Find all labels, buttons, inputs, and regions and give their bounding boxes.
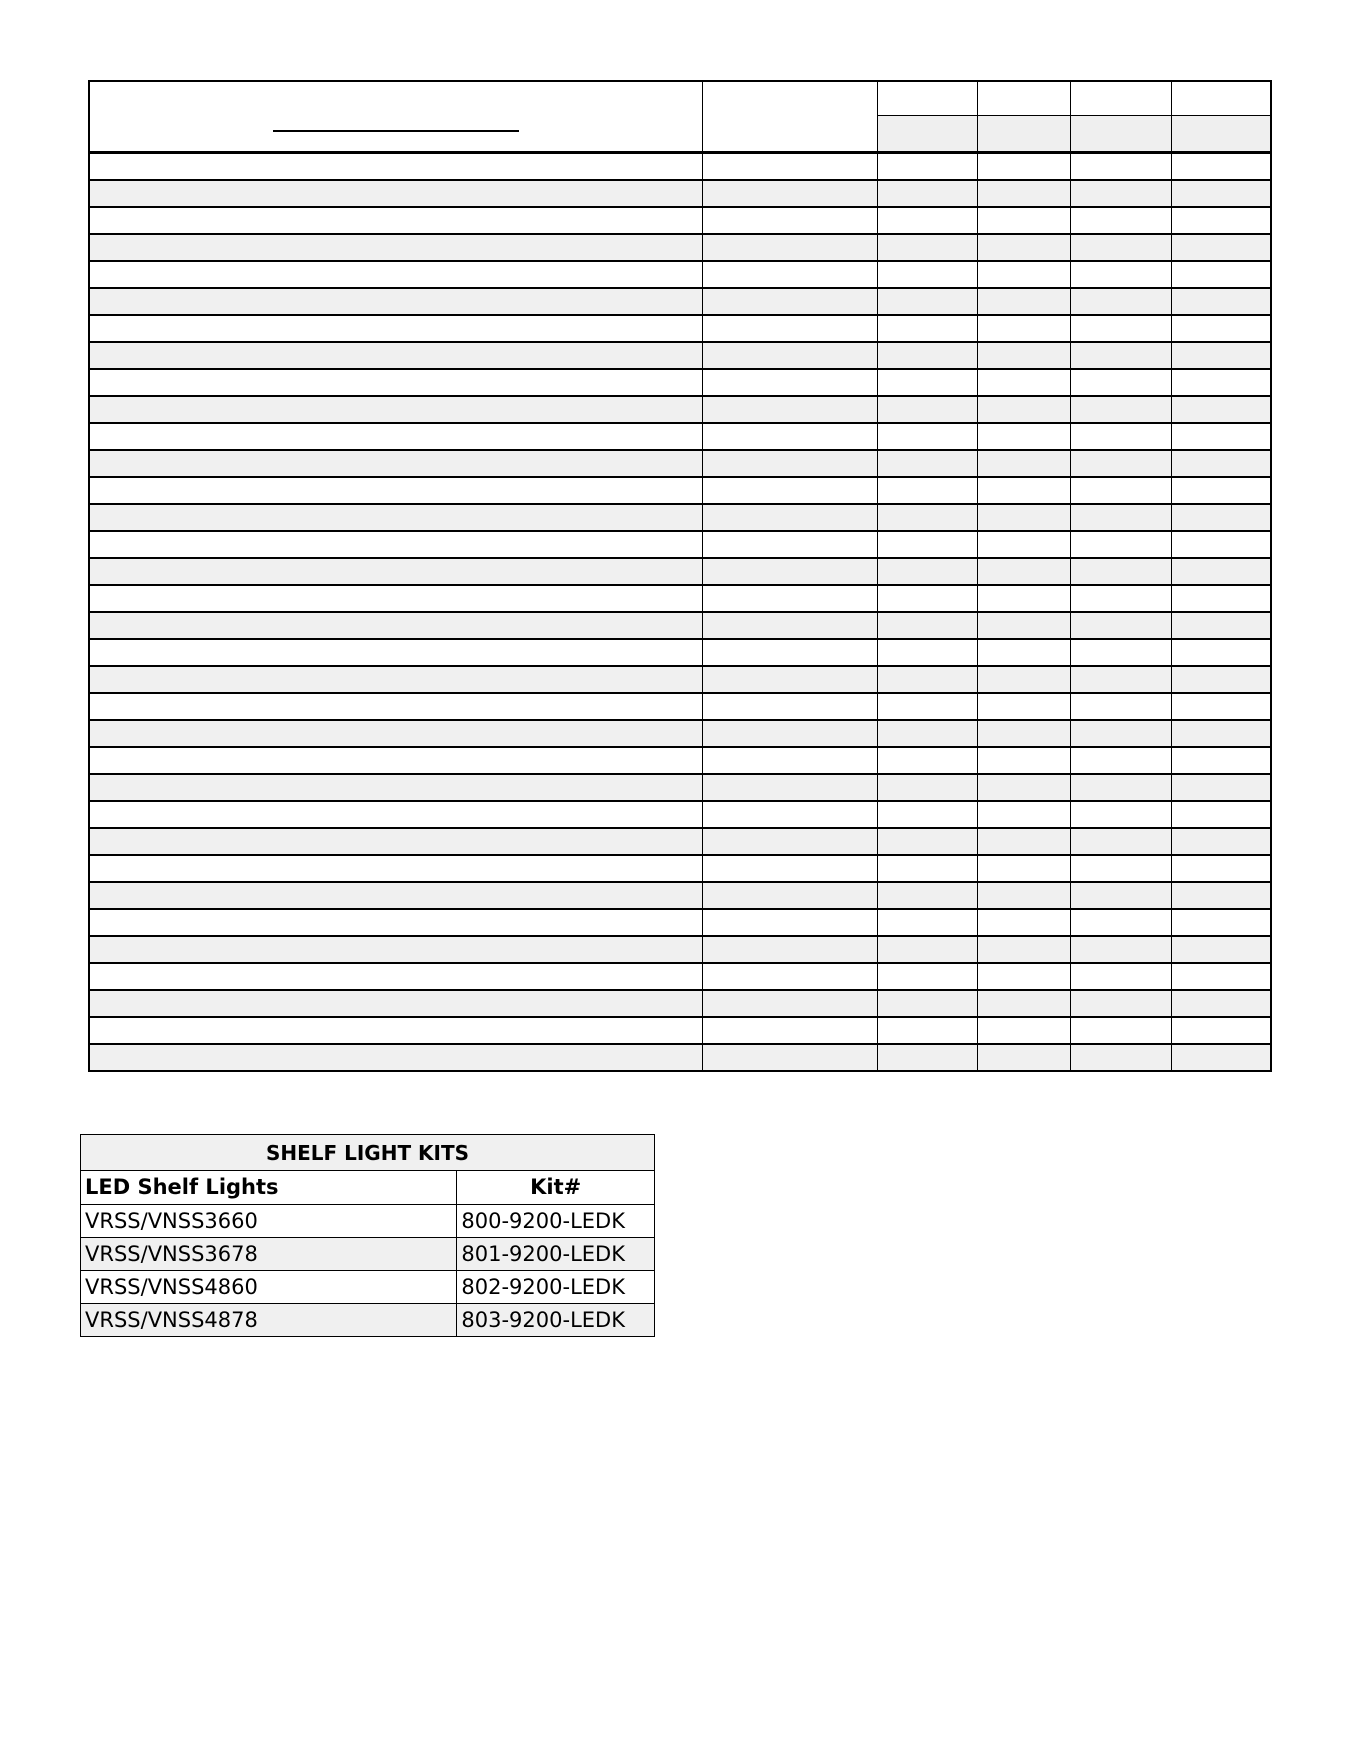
- parts-list-row: [90, 937, 1270, 964]
- qty-cell-3: [1071, 343, 1172, 368]
- qty-cell-2: [978, 829, 1071, 854]
- part-number-cell: [703, 505, 878, 530]
- part-number-cell: [703, 289, 878, 314]
- qty-cell-2: [978, 586, 1071, 611]
- qty-cell-4: [1172, 613, 1270, 638]
- part-number-cell: [703, 964, 878, 989]
- parts-list-row: [90, 991, 1270, 1018]
- qty-cell-3: [1071, 154, 1172, 179]
- parts-list-row: [90, 235, 1270, 262]
- part-number-cell: [703, 478, 878, 503]
- description-cell: [90, 1018, 703, 1043]
- qty-cell-1: [878, 289, 978, 314]
- parts-list-row: [90, 829, 1270, 856]
- description-cell: [90, 667, 703, 692]
- description-cell: [90, 748, 703, 773]
- kit-model-cell: VRSS/VNSS4860: [81, 1271, 457, 1304]
- qty-cell-4: [1172, 640, 1270, 665]
- kit-row: [81, 1271, 655, 1304]
- description-cell: [90, 343, 703, 368]
- part-number-cell: [703, 775, 878, 800]
- parts-list-row: [90, 1018, 1270, 1045]
- description-cell: [90, 505, 703, 530]
- qty-cell-4: [1172, 856, 1270, 881]
- qty-cell-1: [878, 478, 978, 503]
- qty-cell-2: [978, 532, 1071, 557]
- description-cell: [90, 451, 703, 476]
- parts-list-row: [90, 478, 1270, 505]
- part-number-cell: [703, 316, 878, 341]
- parts-list-row: [90, 343, 1270, 370]
- part-number-cell: [703, 883, 878, 908]
- qty-cell-2: [978, 883, 1071, 908]
- parts-list-body: [90, 154, 1270, 1070]
- qty-cell-2: [978, 343, 1071, 368]
- parts-list-row: [90, 397, 1270, 424]
- qty-cell-1: [878, 640, 978, 665]
- description-cell: [90, 937, 703, 962]
- part-number-cell: [703, 910, 878, 935]
- qty-cell-1: [878, 181, 978, 206]
- qty-cell-4: [1172, 316, 1270, 341]
- qty-cell-3: [1071, 829, 1172, 854]
- parts-list-row: [90, 775, 1270, 802]
- part-number-cell: [703, 856, 878, 881]
- description-cell: [90, 154, 703, 179]
- qty-cell-4: [1172, 1018, 1270, 1043]
- qty-cell-1: [878, 964, 978, 989]
- parts-list-row: [90, 910, 1270, 937]
- qty-cell-3: [1071, 451, 1172, 476]
- qty-cell-3: [1071, 397, 1172, 422]
- parts-list-row: [90, 721, 1270, 748]
- description-cell: [90, 478, 703, 503]
- qty-cell-2: [978, 721, 1071, 746]
- qty-cell-1: [878, 613, 978, 638]
- qty-cell-2: [978, 451, 1071, 476]
- kit-row: [81, 1205, 655, 1238]
- qty-cell-2: [978, 748, 1071, 773]
- part-number-cell: [703, 181, 878, 206]
- part-number-cell: [703, 1018, 878, 1043]
- qty-cell-3: [1071, 721, 1172, 746]
- qty-cell-1: [878, 424, 978, 449]
- kit-number-cell: 800-9200-LEDK: [457, 1205, 655, 1238]
- qty-cell-4: [1172, 937, 1270, 962]
- model-column-header-1: [878, 82, 978, 151]
- shelf-light-kits-table: [80, 1134, 655, 1337]
- kit-row: [81, 1304, 655, 1337]
- qty-cell-4: [1172, 883, 1270, 908]
- qty-cell-3: [1071, 694, 1172, 719]
- description-cell: [90, 586, 703, 611]
- qty-cell-4: [1172, 1045, 1270, 1070]
- qty-cell-1: [878, 937, 978, 962]
- description-cell: [90, 640, 703, 665]
- qty-cell-1: [878, 505, 978, 530]
- parts-list-row: [90, 613, 1270, 640]
- qty-cell-3: [1071, 181, 1172, 206]
- description-cell: [90, 829, 703, 854]
- qty-cell-3: [1071, 667, 1172, 692]
- qty-cell-4: [1172, 397, 1270, 422]
- qty-cell-4: [1172, 829, 1270, 854]
- part-number-cell: [703, 154, 878, 179]
- part-number-cell: [703, 343, 878, 368]
- description-cell: [90, 910, 703, 935]
- description-cell: [90, 613, 703, 638]
- qty-cell-3: [1071, 991, 1172, 1016]
- qty-cell-3: [1071, 235, 1172, 260]
- part-number-cell: [703, 613, 878, 638]
- qty-cell-2: [978, 478, 1071, 503]
- qty-cell-3: [1071, 208, 1172, 233]
- qty-cell-2: [978, 1018, 1071, 1043]
- part-number-cell: [703, 451, 878, 476]
- part-number-cell: [703, 640, 878, 665]
- parts-list-row: [90, 1045, 1270, 1070]
- qty-cell-2: [978, 964, 1071, 989]
- description-cell: [90, 208, 703, 233]
- part-number-cell: [703, 532, 878, 557]
- qty-cell-4: [1172, 289, 1270, 314]
- qty-cell-4: [1172, 721, 1270, 746]
- qty-cell-2: [978, 613, 1071, 638]
- kit-number-cell: 801-9200-LEDK: [457, 1238, 655, 1271]
- qty-cell-3: [1071, 478, 1172, 503]
- part-number-cell: [703, 208, 878, 233]
- qty-cell-1: [878, 208, 978, 233]
- parts-list-row: [90, 586, 1270, 613]
- qty-cell-3: [1071, 370, 1172, 395]
- qty-cell-3: [1071, 964, 1172, 989]
- part-number-cell: [703, 559, 878, 584]
- qty-cell-2: [978, 802, 1071, 827]
- description-header-cell: [90, 82, 703, 151]
- qty-cell-2: [978, 667, 1071, 692]
- qty-cell-4: [1172, 586, 1270, 611]
- kit-number-cell: 802-9200-LEDK: [457, 1271, 655, 1304]
- parts-list-row: [90, 262, 1270, 289]
- qty-cell-4: [1172, 775, 1270, 800]
- parts-list-row: [90, 370, 1270, 397]
- qty-cell-3: [1071, 1018, 1172, 1043]
- qty-cell-4: [1172, 505, 1270, 530]
- description-cell: [90, 802, 703, 827]
- qty-cell-3: [1071, 289, 1172, 314]
- qty-cell-1: [878, 775, 978, 800]
- part-number-cell: [703, 991, 878, 1016]
- qty-cell-3: [1071, 424, 1172, 449]
- part-number-cell: [703, 262, 878, 287]
- parts-list-row: [90, 424, 1270, 451]
- kit-row: [81, 1238, 655, 1271]
- qty-cell-1: [878, 1018, 978, 1043]
- qty-cell-1: [878, 586, 978, 611]
- qty-cell-4: [1172, 748, 1270, 773]
- description-cell: [90, 370, 703, 395]
- parts-list-row: [90, 640, 1270, 667]
- description-cell: [90, 775, 703, 800]
- qty-cell-2: [978, 289, 1071, 314]
- parts-list-row: [90, 964, 1270, 991]
- model-column-header-3: [1071, 82, 1172, 151]
- description-cell: [90, 694, 703, 719]
- qty-cell-3: [1071, 532, 1172, 557]
- qty-cell-3: [1071, 613, 1172, 638]
- qty-cell-4: [1172, 424, 1270, 449]
- parts-list-row: [90, 532, 1270, 559]
- description-cell: [90, 532, 703, 557]
- description-cell: [90, 289, 703, 314]
- qty-cell-2: [978, 640, 1071, 665]
- qty-cell-1: [878, 316, 978, 341]
- qty-cell-4: [1172, 694, 1270, 719]
- qty-cell-1: [878, 748, 978, 773]
- qty-cell-2: [978, 991, 1071, 1016]
- parts-list-row: [90, 748, 1270, 775]
- description-cell: [90, 235, 703, 260]
- part-number-cell: [703, 667, 878, 692]
- qty-cell-2: [978, 910, 1071, 935]
- qty-cell-4: [1172, 559, 1270, 584]
- qty-cell-3: [1071, 505, 1172, 530]
- description-cell: [90, 1045, 703, 1070]
- parts-list-row: [90, 289, 1270, 316]
- qty-cell-1: [878, 856, 978, 881]
- qty-cell-4: [1172, 181, 1270, 206]
- qty-cell-3: [1071, 856, 1172, 881]
- qty-cell-2: [978, 424, 1071, 449]
- qty-cell-1: [878, 883, 978, 908]
- qty-cell-4: [1172, 370, 1270, 395]
- qty-cell-2: [978, 694, 1071, 719]
- part-number-cell: [703, 397, 878, 422]
- qty-cell-3: [1071, 802, 1172, 827]
- part-number-header-cell: [703, 82, 878, 151]
- qty-cell-1: [878, 667, 978, 692]
- parts-list-row: [90, 667, 1270, 694]
- qty-cell-2: [978, 235, 1071, 260]
- qty-cell-1: [878, 910, 978, 935]
- part-number-cell: [703, 802, 878, 827]
- qty-cell-3: [1071, 748, 1172, 773]
- qty-cell-3: [1071, 262, 1172, 287]
- kit-model-cell: VRSS/VNSS3660: [81, 1205, 457, 1238]
- part-number-cell: [703, 748, 878, 773]
- part-number-cell: [703, 721, 878, 746]
- parts-list-row: [90, 208, 1270, 235]
- qty-cell-4: [1172, 667, 1270, 692]
- qty-cell-2: [978, 181, 1071, 206]
- qty-cell-2: [978, 262, 1071, 287]
- qty-cell-1: [878, 991, 978, 1016]
- description-cell: [90, 316, 703, 341]
- part-number-cell: [703, 586, 878, 611]
- qty-cell-3: [1071, 775, 1172, 800]
- qty-cell-3: [1071, 559, 1172, 584]
- qty-cell-4: [1172, 154, 1270, 179]
- qty-cell-3: [1071, 937, 1172, 962]
- qty-cell-4: [1172, 343, 1270, 368]
- qty-cell-3: [1071, 586, 1172, 611]
- led-shelf-lights-header: LED Shelf Lights: [81, 1171, 457, 1205]
- qty-cell-2: [978, 397, 1071, 422]
- qty-cell-1: [878, 721, 978, 746]
- description-cell: [90, 262, 703, 287]
- qty-cell-1: [878, 154, 978, 179]
- part-number-cell: [703, 370, 878, 395]
- parts-list-row: [90, 883, 1270, 910]
- parts-list-row: [90, 316, 1270, 343]
- parts-list-row: [90, 181, 1270, 208]
- parts-list-grid: [88, 80, 1272, 1072]
- part-number-cell: [703, 424, 878, 449]
- qty-cell-1: [878, 1045, 978, 1070]
- part-number-cell: [703, 235, 878, 260]
- parts-list-row: [90, 451, 1270, 478]
- qty-cell-1: [878, 694, 978, 719]
- qty-cell-4: [1172, 262, 1270, 287]
- part-number-cell: [703, 829, 878, 854]
- header-title-underline: [273, 130, 519, 132]
- kit-number-header: Kit#: [457, 1171, 655, 1205]
- qty-cell-4: [1172, 451, 1270, 476]
- kit-number-cell: 803-9200-LEDK: [457, 1304, 655, 1337]
- qty-cell-2: [978, 856, 1071, 881]
- qty-cell-1: [878, 343, 978, 368]
- parts-list-row: [90, 694, 1270, 721]
- qty-cell-3: [1071, 640, 1172, 665]
- qty-cell-4: [1172, 910, 1270, 935]
- parts-list-row: [90, 505, 1270, 532]
- kit-model-cell: VRSS/VNSS3678: [81, 1238, 457, 1271]
- qty-cell-1: [878, 397, 978, 422]
- parts-list-row: [90, 856, 1270, 883]
- qty-cell-4: [1172, 208, 1270, 233]
- qty-cell-2: [978, 937, 1071, 962]
- description-cell: [90, 721, 703, 746]
- kits-table-title: SHELF LIGHT KITS: [81, 1135, 655, 1171]
- description-cell: [90, 559, 703, 584]
- qty-cell-1: [878, 451, 978, 476]
- qty-cell-2: [978, 316, 1071, 341]
- qty-cell-2: [978, 208, 1071, 233]
- description-cell: [90, 856, 703, 881]
- model-column-header-4: [1172, 82, 1270, 151]
- qty-cell-3: [1071, 1045, 1172, 1070]
- parts-list-header: [90, 82, 1270, 154]
- qty-cell-2: [978, 370, 1071, 395]
- qty-cell-4: [1172, 532, 1270, 557]
- qty-cell-2: [978, 1045, 1071, 1070]
- description-cell: [90, 424, 703, 449]
- qty-cell-4: [1172, 991, 1270, 1016]
- qty-cell-4: [1172, 802, 1270, 827]
- qty-cell-2: [978, 775, 1071, 800]
- parts-list-row: [90, 559, 1270, 586]
- qty-cell-1: [878, 532, 978, 557]
- description-cell: [90, 991, 703, 1016]
- qty-cell-3: [1071, 883, 1172, 908]
- qty-cell-4: [1172, 478, 1270, 503]
- part-number-cell: [703, 694, 878, 719]
- parts-list-row: [90, 154, 1270, 181]
- model-column-header-2: [978, 82, 1071, 151]
- qty-cell-1: [878, 235, 978, 260]
- qty-cell-2: [978, 154, 1071, 179]
- qty-cell-3: [1071, 910, 1172, 935]
- qty-cell-1: [878, 559, 978, 584]
- parts-list-row: [90, 802, 1270, 829]
- part-number-cell: [703, 1045, 878, 1070]
- qty-cell-3: [1071, 316, 1172, 341]
- description-cell: [90, 181, 703, 206]
- qty-cell-1: [878, 829, 978, 854]
- description-cell: [90, 964, 703, 989]
- qty-cell-2: [978, 505, 1071, 530]
- qty-cell-1: [878, 370, 978, 395]
- description-cell: [90, 397, 703, 422]
- qty-cell-4: [1172, 964, 1270, 989]
- description-cell: [90, 883, 703, 908]
- part-number-cell: [703, 937, 878, 962]
- qty-cell-4: [1172, 235, 1270, 260]
- qty-cell-1: [878, 262, 978, 287]
- qty-cell-1: [878, 802, 978, 827]
- kit-model-cell: VRSS/VNSS4878: [81, 1304, 457, 1337]
- qty-cell-2: [978, 559, 1071, 584]
